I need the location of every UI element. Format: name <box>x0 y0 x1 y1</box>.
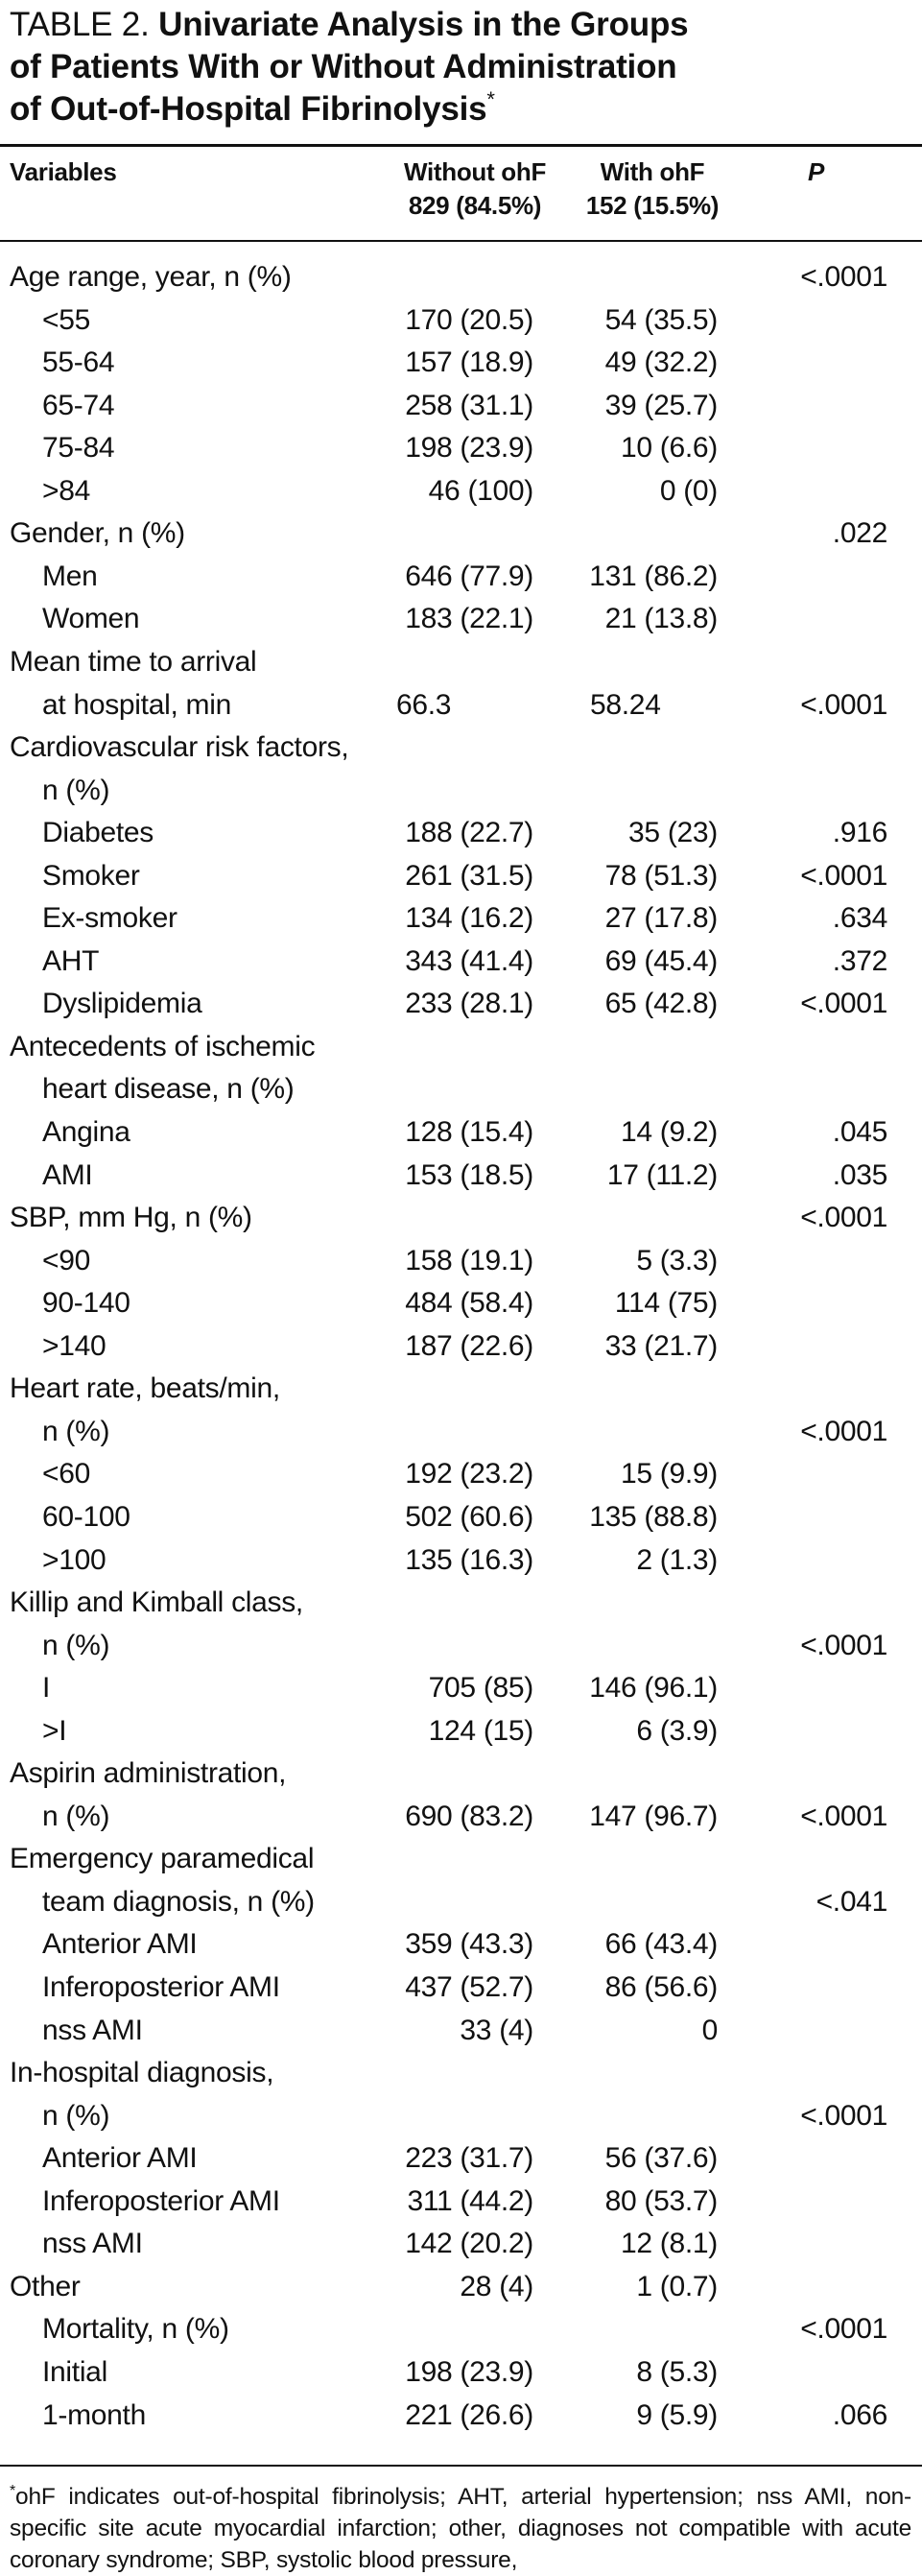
p-value-cell: <.041 <box>816 1885 887 1918</box>
table-row <box>0 470 922 513</box>
with-ohf-cell: 66 (43.4) <box>604 1928 718 1961</box>
with-ohf-cell: 6 (3.9) <box>636 1714 718 1747</box>
variable-cell: <60 <box>42 1458 90 1491</box>
table-row <box>0 1539 922 1582</box>
table-row <box>0 2266 922 2308</box>
table-row <box>0 2395 922 2437</box>
with-ohf-cell: 69 (45.4) <box>604 944 718 977</box>
variable-cell: Cardiovascular risk factors, <box>10 731 349 763</box>
without-ohf-cell: 46 (100) <box>428 474 533 507</box>
header-with-ohf-label: With ohF <box>600 157 705 186</box>
without-ohf-cell: 198 (23.9) <box>405 432 533 465</box>
table-row <box>0 1111 922 1154</box>
without-ohf-cell: 134 (16.2) <box>405 902 533 935</box>
with-ohf-cell: 10 (6.6) <box>621 432 718 465</box>
without-ohf-cell: 158 (19.1) <box>405 1244 533 1276</box>
variable-cell: In-hospital diagnosis, <box>10 2057 274 2089</box>
variable-cell: 65-74 <box>42 389 115 421</box>
variable-cell: Angina <box>42 1116 130 1148</box>
table-row <box>0 1453 922 1495</box>
with-ohf-cell: 146 (96.1) <box>589 1672 718 1705</box>
without-ohf-cell: 311 (44.2) <box>407 2184 533 2217</box>
variable-cell: Inferoposterior AMI <box>42 2184 280 2217</box>
with-ohf-cell: 1 (0.7) <box>636 2270 718 2302</box>
header-without-ohf <box>379 155 571 223</box>
without-ohf-cell: 690 (83.2) <box>405 1800 533 1832</box>
table-row <box>0 1411 922 1453</box>
table-row <box>0 1710 922 1753</box>
without-ohf-cell: 153 (18.5) <box>405 1158 533 1191</box>
variable-cell: Other <box>10 2270 81 2302</box>
variable-cell: 60-100 <box>42 1500 130 1533</box>
table-row <box>0 1496 922 1538</box>
variable-cell: Initial <box>42 2355 107 2388</box>
p-value-cell: <.0001 <box>800 1415 887 1447</box>
table-row <box>0 770 922 812</box>
variable-cell: Heart rate, beats/min, <box>10 1372 280 1405</box>
without-ohf-cell: 233 (28.1) <box>405 988 533 1020</box>
variable-cell: n (%) <box>42 1800 110 1832</box>
table-row <box>0 2095 922 2137</box>
variable-cell: 75-84 <box>42 432 115 465</box>
without-ohf-cell: 66.3 <box>396 688 452 721</box>
variable-cell: I <box>42 1672 51 1705</box>
header-with-ohf <box>571 155 734 223</box>
variable-cell: SBP, mm Hg, n (%) <box>10 1202 252 1234</box>
without-ohf-cell: 128 (15.4) <box>405 1116 533 1148</box>
without-ohf-cell: 221 (26.6) <box>405 2398 533 2431</box>
table-row <box>0 684 922 727</box>
title-footnote-mark: * <box>486 87 495 111</box>
title-line-2: of Patients With or Without Administration <box>10 48 677 85</box>
with-ohf-cell: 147 (96.7) <box>589 1800 718 1832</box>
table-row <box>0 983 922 1025</box>
without-ohf-cell: 502 (60.6) <box>405 1500 533 1533</box>
with-ohf-cell: 21 (13.8) <box>604 603 718 635</box>
table-row <box>0 1881 922 1923</box>
with-ohf-cell: 9 (5.9) <box>636 2398 718 2431</box>
top-rule <box>0 144 922 147</box>
variable-cell: Age range, year, n (%) <box>10 261 292 293</box>
table-row <box>0 1753 922 1795</box>
p-value-cell: <.0001 <box>800 1629 887 1661</box>
p-value-cell: .022 <box>832 517 887 550</box>
variable-cell: Aspirin administration, <box>10 1757 287 1790</box>
without-ohf-cell: 28 (4) <box>460 2270 533 2302</box>
table-row <box>0 1582 922 1624</box>
table-row <box>0 2181 922 2223</box>
title-line-3: of Out-of-Hospital Fibrinolysis <box>10 90 487 128</box>
without-ohf-cell: 437 (52.7) <box>405 1971 533 2003</box>
table-row <box>0 1240 922 1282</box>
without-ohf-cell: 124 (15) <box>428 1714 533 1747</box>
with-ohf-cell: 58.24 <box>590 688 661 721</box>
footnote <box>10 2481 911 2576</box>
table-row <box>0 2308 922 2350</box>
variable-cell: Killip and Kimball class, <box>10 1586 303 1618</box>
with-ohf-cell: 135 (88.8) <box>589 1500 718 1533</box>
variable-cell: nss AMI <box>42 2228 143 2260</box>
variable-cell: >84 <box>42 474 90 507</box>
table-row <box>0 2351 922 2394</box>
without-ohf-cell: 183 (22.1) <box>405 603 533 635</box>
variable-cell: Smoker <box>42 859 140 892</box>
without-ohf-cell: 198 (23.9) <box>405 2355 533 2388</box>
without-ohf-cell: 646 (77.9) <box>405 560 533 592</box>
table-row <box>0 2010 922 2052</box>
without-ohf-cell: 705 (85) <box>428 1672 533 1705</box>
table-row <box>0 1625 922 1667</box>
footnote-text: ohF indicates out-of-hospital fibrinolysis; AHT, arterial hypertension; nss AMI, non-specific site acute myocardial infarction; other, diagnoses not compatible with acute coronary syndrome; SBP, systolic blood pressure, <box>10 2484 911 2573</box>
header-without-ohf-count: 829 (84.5%) <box>408 191 542 220</box>
p-value-cell: .372 <box>832 944 887 977</box>
with-ohf-cell: 80 (53.7) <box>604 2184 718 2217</box>
without-ohf-cell: 192 (23.2) <box>405 1458 533 1491</box>
variable-cell: Men <box>42 560 98 592</box>
variable-cell: nss AMI <box>42 2014 143 2046</box>
with-ohf-cell: 56 (37.6) <box>604 2142 718 2175</box>
p-value-cell: .916 <box>832 817 887 849</box>
table-row <box>0 513 922 555</box>
table-row <box>0 1923 922 1966</box>
table-row <box>0 1838 922 1880</box>
table-row <box>0 1967 922 2009</box>
p-value-cell: .035 <box>832 1158 887 1191</box>
without-ohf-cell: 170 (20.5) <box>405 303 533 336</box>
table-row <box>0 385 922 427</box>
with-ohf-cell: 54 (35.5) <box>604 303 718 336</box>
variable-cell: 1-month <box>42 2398 146 2431</box>
variable-cell: team diagnosis, n (%) <box>42 1885 315 1918</box>
without-ohf-cell: 258 (31.1) <box>405 389 533 421</box>
without-ohf-cell: 359 (43.3) <box>405 1928 533 1961</box>
header-without-ohf-label: Without ohF <box>403 157 547 186</box>
p-value-cell: <.0001 <box>800 2313 887 2346</box>
p-value-cell: <.0001 <box>800 2099 887 2132</box>
without-ohf-cell: 261 (31.5) <box>405 859 533 892</box>
variable-cell: Mean time to arrival <box>10 646 257 678</box>
variable-cell: at hospital, min <box>42 688 231 721</box>
variable-cell: Dyslipidemia <box>42 988 202 1020</box>
table-row <box>0 1325 922 1368</box>
variable-cell: Anterior AMI <box>42 2142 198 2175</box>
p-value-cell: <.0001 <box>800 859 887 892</box>
variable-cell: AMI <box>42 1158 93 1191</box>
variable-cell: Ex-smoker <box>42 902 177 935</box>
p-value-cell: <.0001 <box>800 1800 887 1832</box>
variable-cell: Inferoposterior AMI <box>42 1971 280 2003</box>
with-ohf-cell: 78 (51.3) <box>604 859 718 892</box>
table-row <box>0 556 922 598</box>
without-ohf-cell: 484 (58.4) <box>405 1287 533 1320</box>
variable-cell: >100 <box>42 1543 106 1576</box>
variable-cell: Gender, n (%) <box>10 517 185 550</box>
bottom-rule <box>0 2465 922 2467</box>
table-row <box>0 855 922 897</box>
table-row <box>0 2052 922 2094</box>
table-row <box>0 1155 922 1197</box>
p-value-cell: <.0001 <box>800 988 887 1020</box>
table-row <box>0 812 922 854</box>
with-ohf-cell: 33 (21.7) <box>604 1329 718 1362</box>
table-row <box>0 1197 922 1239</box>
header-rule <box>0 240 922 242</box>
variable-cell: n (%) <box>42 774 110 806</box>
table-row <box>0 427 922 469</box>
without-ohf-cell: 223 (31.7) <box>405 2142 533 2175</box>
variable-cell: Antecedents of ischemic <box>10 1030 316 1062</box>
table-row <box>0 1796 922 1838</box>
with-ohf-cell: 5 (3.3) <box>636 1244 718 1276</box>
variable-cell: Emergency paramedical <box>10 1843 315 1875</box>
header-with-ohf-count: 152 (15.5%) <box>585 191 720 220</box>
without-ohf-cell: 343 (41.4) <box>405 944 533 977</box>
with-ohf-cell: 114 (75) <box>614 1287 718 1320</box>
table-row <box>0 1068 922 1110</box>
table-row <box>0 2137 922 2180</box>
with-ohf-cell: 65 (42.8) <box>604 988 718 1020</box>
p-value-cell: .634 <box>832 902 887 935</box>
with-ohf-cell: 15 (9.9) <box>621 1458 718 1491</box>
variable-cell: Mortality, n (%) <box>42 2313 229 2346</box>
table-label: TABLE 2. <box>10 6 150 43</box>
with-ohf-cell: 49 (32.2) <box>604 346 718 379</box>
with-ohf-cell: 12 (8.1) <box>621 2228 718 2260</box>
variable-cell: >140 <box>42 1329 106 1362</box>
with-ohf-cell: 2 (1.3) <box>636 1543 718 1576</box>
table-row <box>0 299 922 342</box>
table-row <box>0 342 922 384</box>
with-ohf-cell: 131 (86.2) <box>589 560 718 592</box>
footnote-mark: * <box>10 2482 16 2499</box>
title-line-1: Univariate Analysis in the Groups <box>158 6 689 43</box>
with-ohf-cell: 39 (25.7) <box>604 389 718 421</box>
variable-cell: <55 <box>42 303 90 336</box>
table-title <box>10 4 911 131</box>
table-row <box>0 1026 922 1068</box>
variable-cell: AHT <box>42 944 100 977</box>
table-row <box>0 941 922 983</box>
without-ohf-cell: 135 (16.3) <box>405 1543 533 1576</box>
variable-cell: Women <box>42 603 140 635</box>
with-ohf-cell: 27 (17.8) <box>604 902 718 935</box>
with-ohf-cell: 8 (5.3) <box>636 2355 718 2388</box>
table-row <box>0 1368 922 1410</box>
with-ohf-cell: 0 <box>701 2014 718 2046</box>
table-row <box>0 641 922 683</box>
without-ohf-cell: 157 (18.9) <box>405 346 533 379</box>
table-row <box>0 256 922 298</box>
variable-cell: 90-140 <box>42 1287 130 1320</box>
variable-cell: <90 <box>42 1244 90 1276</box>
p-value-cell: <.0001 <box>800 1202 887 1234</box>
table-row <box>0 727 922 769</box>
without-ohf-cell: 188 (22.7) <box>405 817 533 849</box>
without-ohf-cell: 187 (22.6) <box>405 1329 533 1362</box>
header-p: P <box>808 157 825 186</box>
without-ohf-cell: 33 (4) <box>460 2014 533 2046</box>
p-value-cell: .045 <box>832 1116 887 1148</box>
variable-cell: heart disease, n (%) <box>42 1073 295 1106</box>
header-variables: Variables <box>10 157 117 186</box>
table-row <box>0 897 922 940</box>
with-ohf-cell: 86 (56.6) <box>604 1971 718 2003</box>
p-value-cell: .066 <box>832 2398 887 2431</box>
with-ohf-cell: 0 (0) <box>659 474 718 507</box>
variable-cell: 55-64 <box>42 346 115 379</box>
with-ohf-cell: 35 (23) <box>628 817 718 849</box>
variable-cell: Anterior AMI <box>42 1928 198 1961</box>
table-row <box>0 598 922 640</box>
variable-cell: n (%) <box>42 2099 110 2132</box>
without-ohf-cell: 142 (20.2) <box>405 2228 533 2260</box>
table-row <box>0 1667 922 1709</box>
with-ohf-cell: 17 (11.2) <box>606 1158 718 1191</box>
variable-cell: n (%) <box>42 1629 110 1661</box>
with-ohf-cell: 14 (9.2) <box>621 1116 718 1148</box>
table-row <box>0 2223 922 2265</box>
p-value-cell: <.0001 <box>800 688 887 721</box>
table-row <box>0 1282 922 1324</box>
variable-cell: n (%) <box>42 1415 110 1447</box>
p-value-cell: <.0001 <box>800 261 887 293</box>
variable-cell: >I <box>42 1714 67 1747</box>
variable-cell: Diabetes <box>42 817 154 849</box>
